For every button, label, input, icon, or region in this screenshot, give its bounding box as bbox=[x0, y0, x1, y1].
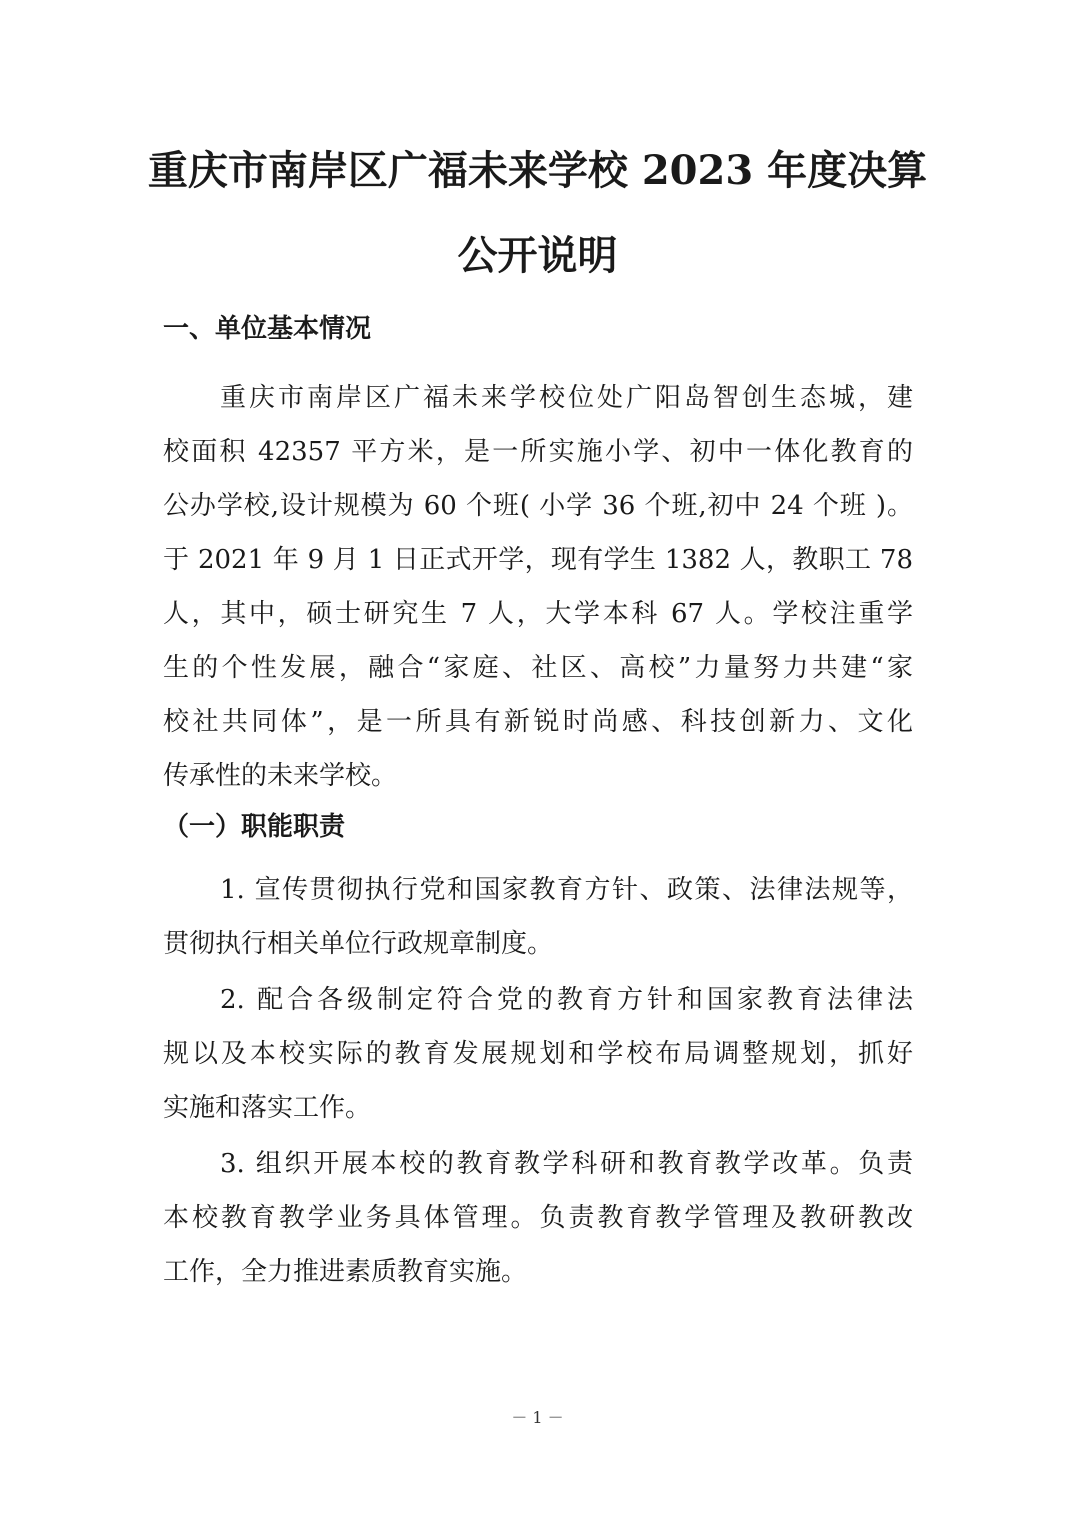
duty-item-2-line: 2. 配合各级制定符合党的教育方针和国家教育法律法 bbox=[220, 985, 913, 1015]
section-heading-basic-info: 一、单位基本情况 bbox=[163, 314, 372, 344]
duty-item-1-line: 贯彻执行相关单位行政规章制度。 bbox=[163, 929, 554, 959]
document-title-line-2: 公开说明 bbox=[457, 232, 618, 279]
duty-item-3-line: 3. 组织开展本校的教育教学科研和教育教学改革。负责 bbox=[220, 1149, 913, 1179]
paragraph-line: 生的个性发展，融合“家庭、社区、高校”力量努力共建“家 bbox=[163, 653, 913, 683]
document-title-line-1: 重庆市南岸区广福未来学校 2023 年度决算 bbox=[147, 147, 928, 194]
paragraph-line: 重庆市南岸区广福未来学校位处广阳岛智创生态城，建 bbox=[220, 383, 913, 413]
paragraph-line: 校面积 42357 平方米，是一所实施小学、初中一体化教育的 bbox=[163, 437, 913, 467]
duty-item-3-line: 工作，全力推进素质教育实施。 bbox=[163, 1257, 528, 1287]
duty-item-2-line: 规以及本校实际的教育发展规划和学校布局调整规划，抓好 bbox=[163, 1039, 913, 1069]
duty-item-3-line: 本校教育教学业务具体管理。负责教育教学管理及教研教改 bbox=[163, 1203, 913, 1233]
page-number: － 1 － bbox=[511, 1408, 564, 1427]
paragraph-line: 公办学校,设计规模为 60 个班( 小学 36 个班,初中 24 个班 )。 bbox=[163, 491, 913, 521]
paragraph-line: 人，其中，硕士研究生 7 人，大学本科 67 人。学校注重学 bbox=[163, 599, 913, 629]
subsection-heading-duties: （一）职能职责 bbox=[163, 812, 346, 842]
paragraph-line: 传承性的未来学校。 bbox=[163, 761, 398, 791]
paragraph-line: 校社共同体”，是一所具有新锐时尚感、科技创新力、文化 bbox=[163, 707, 913, 737]
duty-item-1-line: 1. 宣传贯彻执行党和国家教育方针、政策、法律法规等， bbox=[220, 875, 913, 905]
duty-item-2-line: 实施和落实工作。 bbox=[163, 1093, 372, 1123]
paragraph-line: 于 2021 年 9 月 1 日正式开学，现有学生 1382 人，教职工 78 bbox=[163, 545, 913, 575]
